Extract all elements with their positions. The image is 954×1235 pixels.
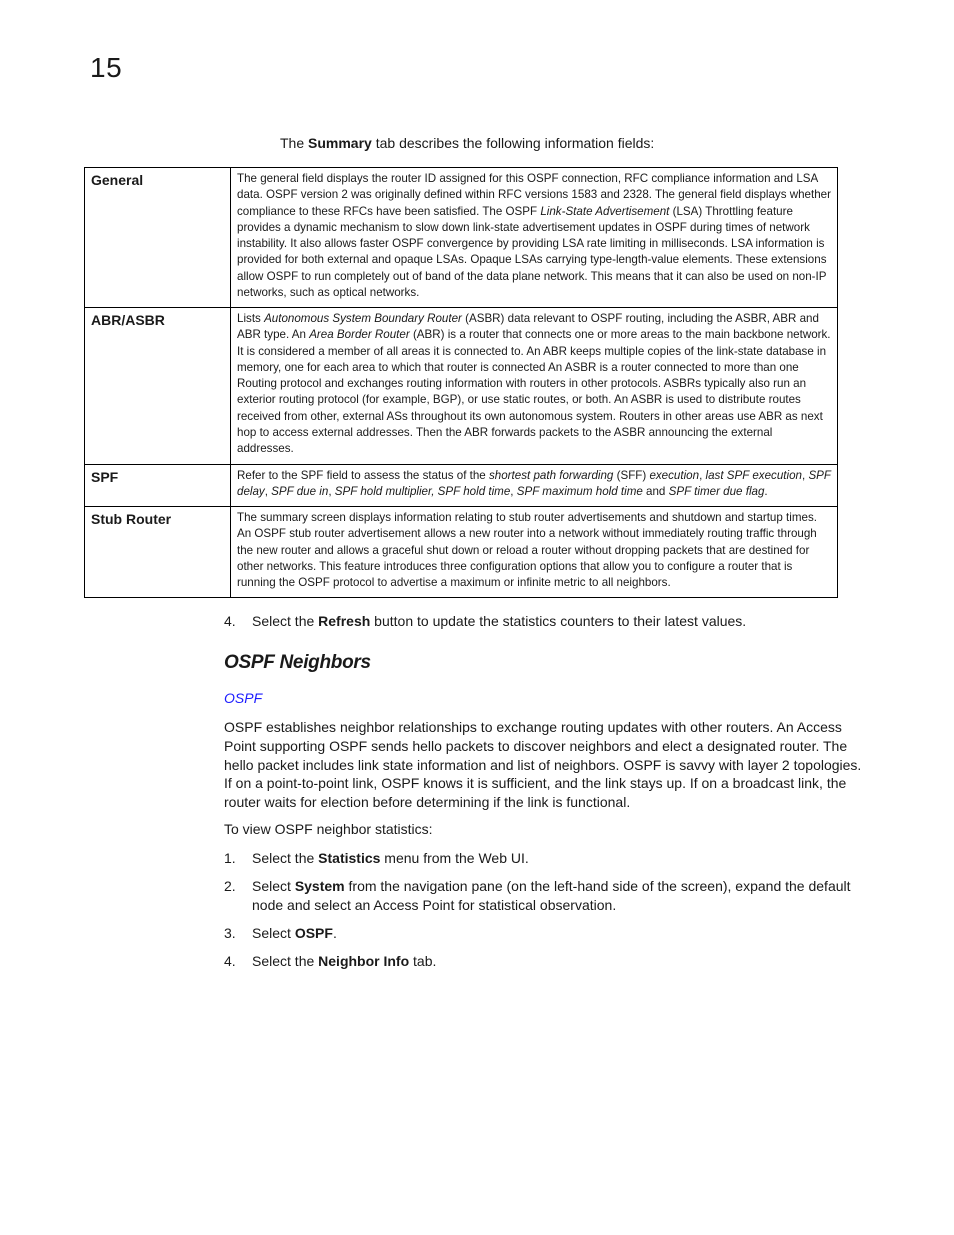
field-term: Stub Router [85, 507, 231, 598]
step-text [252, 612, 864, 631]
description-text: . [764, 485, 768, 499]
step-number: 4. [224, 953, 236, 969]
emphasized-term: SPF delay [237, 469, 831, 499]
emphasized-term: Link-State Advertisement [540, 204, 670, 218]
description-text: (LSA) Throttling feature provides a dynamic mechanism to slow down link-state advertisement updates in OSPF during times of network instability. It also allows faster OSPF convergence by providing LSA rate limiting in milliseconds. LSA information is provided for both external and opaque LSAs. Opaque LSAs carrying type-length-value elements. These extensions allow OSPF to run completely out of band of the data plane network. This means that it can also be used on non-IP networks, such as optical networks. [237, 204, 827, 300]
step-number: 4. [224, 613, 236, 629]
step-text-post: from the navigation pane (on the left-hand side of the screen), expand the default node and select an Access Point for statistical observation. [252, 878, 851, 913]
field-term: General [85, 168, 231, 308]
step-text-pre: Select the [252, 613, 319, 629]
emphasized-term: Autonomous System Boundary Router [264, 312, 462, 325]
intro-text: The [280, 135, 309, 151]
emphasized-term: SPF timer due flag [668, 485, 765, 499]
step-text [252, 877, 864, 915]
table-row [85, 308, 838, 465]
step-number: 1. [224, 850, 236, 866]
description-text: Refer to the SPF field to assess the status of the [237, 469, 489, 482]
field-description [231, 465, 838, 507]
description-text: , [264, 485, 272, 499]
step-text-post: tab. [409, 953, 437, 969]
steps-lead-in: To view OSPF neighbor statistics: [224, 821, 433, 837]
emphasized-term: SPF hold multiplier, SPF hold time [334, 485, 511, 499]
description-text: , [510, 485, 517, 499]
chapter-number: 15 [90, 52, 123, 83]
step-number: 3. [224, 925, 236, 941]
body-paragraph: OSPF establishes neighbor relationships to exchange routing updates with other routers. An Access Point supporting OSPF sends hello packets to discover neighbors and elect a designated router. The hello packet includes link state information and list of neighbors. OSPF is savvy with layer 2 topologies. If on a point-to-point link, OSPF knows it is sufficient, and the link stays up. If on a broadcast link, the router waits for election before determining if the link is functional. [224, 719, 862, 811]
description-text: , [699, 469, 706, 482]
emphasized-term: last SPF execution [705, 469, 802, 482]
description-text: , [328, 485, 335, 499]
description-text: (ASBR) data relevant to OSPF routing, including the ASBR, ABR and ABR type. An [237, 312, 819, 342]
step-text-pre: Select the [252, 850, 319, 866]
emphasized-term: SPF maximum hold time [516, 485, 643, 499]
description-text: The summary screen displays information relating to stub router advertisements and shutdown and startup times. An OSPF stub router advertisement allows a new router into a network without immediately routing traffic through the new router and allows a graceful shut down or reload a router without dropping packets that are destined for other networks. This feature introduces three configuration options that allow you to configure a router that is running the OSPF protocol to advertise a maximum or infinite metric to all neighbors. [237, 511, 817, 590]
step-text-pre: Select [252, 925, 295, 941]
step-text-post: menu from the Web UI. [380, 850, 529, 866]
emphasized-term: Area Border Router [309, 328, 410, 342]
description-text: The general field displays the router ID assigned for this OSPF connection, RFC compliance information and LSA data. OSPF version 2 was originally defined within RFC versions 1583 and 2328. The general field displays whether compliance to these RFCs have been satisfied. The OSPF [237, 172, 831, 218]
field-description [231, 168, 838, 308]
emphasized-term: execution [649, 469, 700, 482]
emphasized-term: SPF due in [271, 485, 329, 499]
ospf-link[interactable]: OSPF [224, 690, 263, 706]
table-row [85, 465, 838, 507]
field-description [231, 507, 838, 598]
step-number: 2. [224, 878, 236, 894]
description-text: (SFF) [613, 469, 650, 482]
description-text: Lists [237, 312, 265, 325]
step-text [252, 849, 864, 868]
intro-text-rest: tab describes the following information fields: [371, 135, 655, 151]
step-ui-label: Refresh [318, 613, 371, 629]
step-text-post: . [332, 925, 337, 941]
step-text-pre: Select the [252, 953, 319, 969]
step-text-pre: Select [252, 878, 295, 894]
field-term: ABR/ASBR [85, 308, 231, 465]
description-text: , [801, 469, 809, 482]
field-term: SPF [85, 465, 231, 507]
step-text [252, 924, 864, 943]
table-intro [280, 135, 654, 151]
table-row [85, 168, 838, 308]
description-text: (ABR) is a router that connects one or more areas to the main backbone network. It is considered a member of all areas it is connected to. An ABR keeps multiple copies of the link-state database in memory, one for each area to which that router is connected An ASBR is a router connected to more than one Routing protocol and exchanges routing information with routers in other protocols. ASBRs typically also run an exterior routing protocol (for example, BGP), or use static routes, or both. An ASBR is used to distribute routes received from other, external ASs throughout its own autonomous system. Routers in other areas use ABR as next hop to access external addresses. Then the ABR forwards packets to the ASBR announcing the external addresses. [237, 328, 831, 456]
field-description [231, 308, 838, 465]
step-ui-label: System [294, 878, 345, 894]
table-row [85, 507, 838, 598]
description-text: and [642, 485, 669, 499]
step-ui-label: OSPF [294, 925, 333, 941]
intro-tab-name: Summary [308, 135, 372, 151]
section-heading: OSPF Neighbors [224, 652, 371, 673]
step-ui-label: Statistics [318, 850, 381, 866]
step-text-post: button to update the statistics counters to their latest values. [370, 613, 747, 629]
step-text [252, 952, 864, 971]
fields-table [84, 167, 838, 598]
emphasized-term: shortest path forwarding [488, 469, 614, 482]
step-ui-label: Neighbor Info [318, 953, 410, 969]
